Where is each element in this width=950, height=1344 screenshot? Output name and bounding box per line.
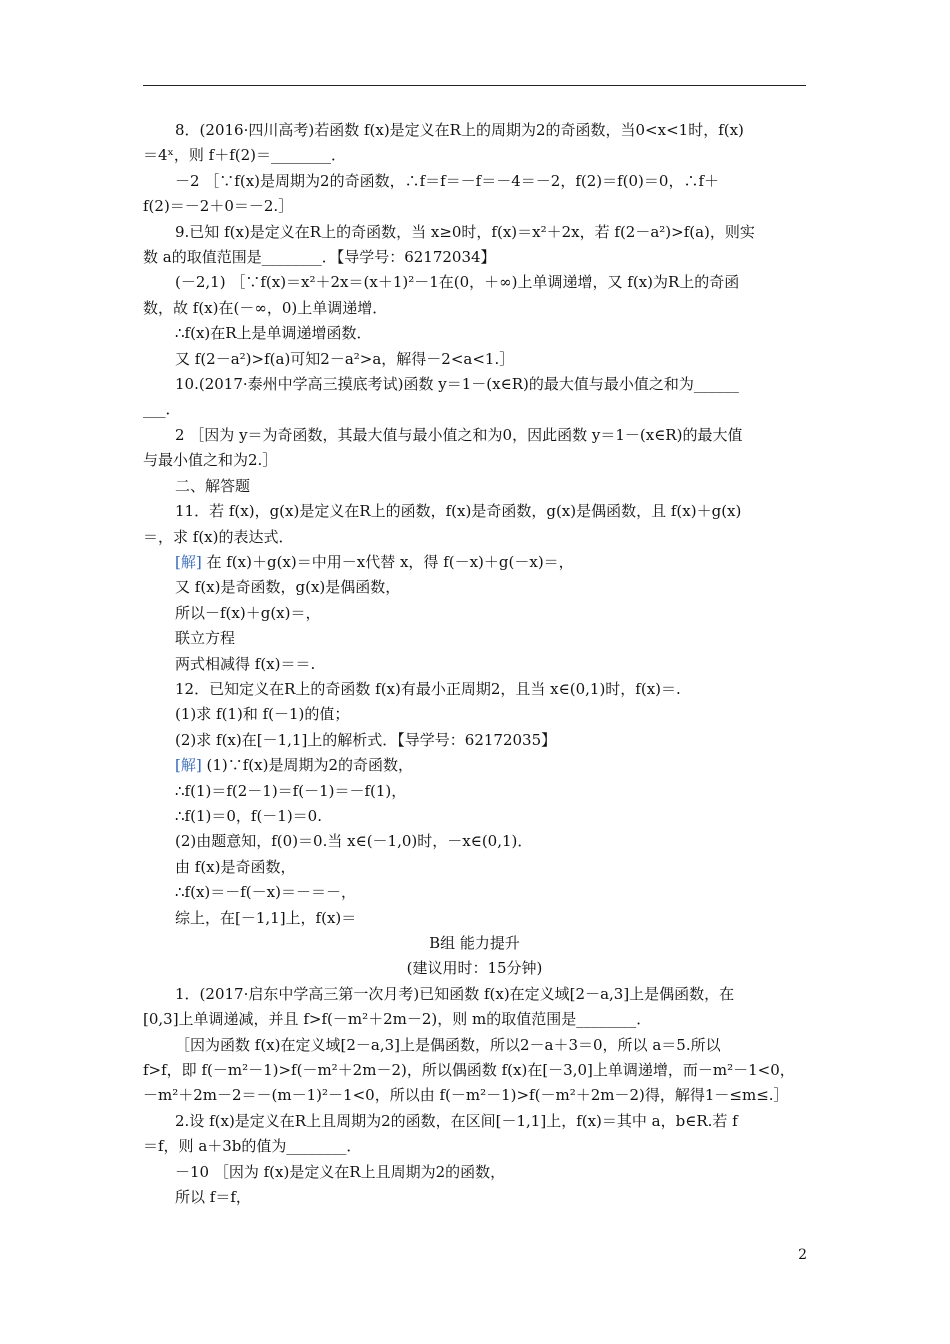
text-line-rest: (1)∵f(x)是周期为2的奇函数， [201, 756, 413, 775]
text-line: ＝f，则 a＋3b的值为________． [143, 1137, 362, 1156]
text-line [143, 550, 806, 575]
text-line: 与最小值之和为2.］ [143, 451, 278, 470]
text-line: 2.设 f(x)是定义在R上且周期为2的函数，在区间[－1,1]上，f(x)＝其中 a，b∈R.若 f [175, 1111, 738, 1130]
text-line: 由 f(x)是奇函数， [175, 857, 296, 876]
text-line-rest: 在 f(x)＋g(x)＝中用－x代替 x，得 f(－x)＋g(－x)＝， [201, 552, 574, 571]
text-line: 二、解答题 [175, 476, 251, 495]
text-line: 又 f(x)是奇函数，g(x)是偶函数， [175, 578, 401, 597]
text-line: 8．(2016·四川高考)若函数 f(x)是定义在R上的周期为2的奇函数，当0<x<1时，f(x) [175, 121, 744, 139]
text-line: 10.(2017·泰州中学高三摸底考试)函数 y＝1－(x∈R)的最大值与最小值之和为______ [175, 375, 739, 394]
text-line: ∴f(x)＝－f(－x)＝－＝－， [175, 883, 356, 902]
text-line: 12．已知定义在R上的奇函数 f(x)有最小正周期2，且当 x∈(0,1)时，f(x)＝. [175, 679, 681, 698]
text-line: 11．若 f(x)，g(x)是定义在R上的函数，f(x)是奇函数，g(x)是偶函数，且 f(x)＋g(x) [175, 502, 742, 521]
text-line: [0,3]上单调递减，并且 f>f(－m²＋2m－2)，则 m的取值范围是________． [143, 1010, 652, 1029]
text-line: 联立方程 [175, 629, 236, 648]
text-line: 2 ［因为 y＝为奇函数，其最大值与最小值之和为0，因此函数 y＝1－(x∈R)的最大值 [175, 425, 743, 444]
text-line: B组 能力提升 [429, 934, 520, 952]
solution-marker: [解] [175, 552, 202, 571]
text-line: 又 f(2－a²)>f(a)可知2－a²>a，解得－2<a<1.］ [175, 349, 515, 368]
text-line: ［因为函数 f(x)在定义域[2－a,3]上是偶函数，所以2－a＋3＝0，所以 a＝5.所以 [175, 1035, 721, 1054]
text-line: 综上，在[－1,1]上，f(x)＝ [175, 908, 357, 927]
document-body [143, 118, 806, 1210]
text-line: 所以－f(x)＋g(x)＝， [175, 603, 321, 622]
text-line: f(2)＝－2＋0＝－2.］ [143, 197, 294, 216]
text-line: 1．(2017·启东中学高三第一次月考)已知函数 f(x)在定义域[2－a,3]上是偶函数，在 [175, 984, 735, 1003]
text-line: －2 ［∵f(x)是周期为2的奇函数，∴f＝f＝－f＝－4＝－2，f(2)＝f(0)＝0，∴f＋ [175, 171, 720, 190]
text-line: (－2,1) ［∵f(x)＝x²＋2x＝(x＋1)²－1在(0，＋∞)上单调递增，又 f(x)为R上的奇函 [175, 273, 740, 292]
header-rule [143, 85, 806, 86]
text-line: 数，故 f(x)在(－∞，0)上单调递增． [143, 298, 388, 317]
text-line: －m²＋2m－2＝－(m－1)²－1<0，所以由 f(－m²－1)>f(－m²＋2m－2)得，解得1－≤m≤.］ [143, 1086, 789, 1105]
text-line: (建议用时：15分钟) [406, 959, 543, 978]
text-line: f>f，即 f(－m²－1)>f(－m²＋2m－2)，所以偶函数 f(x)在[－3,0]上单调递增，而－m²－1<0， [143, 1061, 795, 1080]
text-line: ＝，求 f(x)的表达式． [143, 527, 294, 546]
text-line: －10 ［因为 f(x)是定义在R上且周期为2的函数， [175, 1162, 506, 1181]
text-line: (2)由题意知，f(0)＝0.当 x∈(－1,0)时，－x∈(0,1)． [175, 832, 533, 851]
solution-marker: [解] [175, 756, 202, 775]
text-line: ＝4ˣ，则 f＋f(2)＝________． [143, 146, 347, 165]
text-line: ___． [143, 400, 181, 419]
text-line: 两式相减得 f(x)＝＝. [175, 654, 316, 673]
text-line: 数 a的取值范围是________．【导学号：62172034】 [143, 248, 496, 267]
text-line: (2)求 f(x)在[－1,1]上的解析式．【导学号：62172035】 [175, 730, 557, 749]
text-line [143, 753, 806, 778]
text-line: (1)求 f(1)和 f(－1)的值； [175, 705, 350, 724]
page-number: 2 [798, 1247, 807, 1263]
text-line: ∴f(x)在R上是单调递增函数． [175, 324, 372, 343]
text-line: 所以 f＝f， [175, 1188, 251, 1207]
text-line: 9.已知 f(x)是定义在R上的奇函数，当 x≥0时，f(x)＝x²＋2x，若 f(2－a²)>f(a)，则实 [175, 222, 755, 241]
text-line: ∴f(1)＝0，f(－1)＝0. [175, 806, 322, 825]
text-line: ∴f(1)＝f(2－1)＝f(－1)＝－f(1)， [175, 781, 407, 800]
